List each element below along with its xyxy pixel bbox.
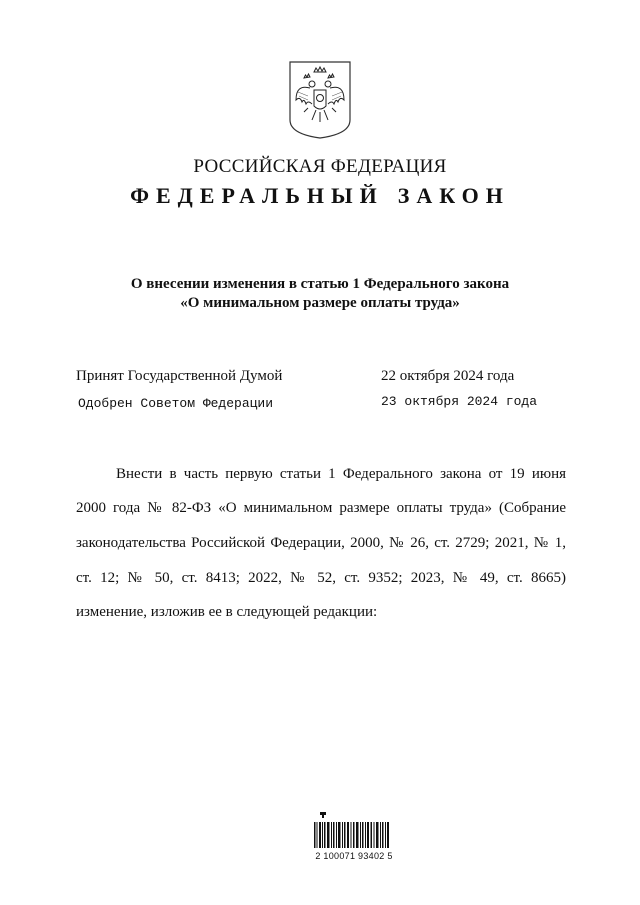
coat-of-arms-icon — [288, 60, 352, 140]
law-title-line-1: О внесении изменения в статью 1 Федерального закона — [130, 276, 510, 292]
body-text-line-2: 2000 года № 82-ФЗ «О минимальном размере оплаты труда» (Собрание — [76, 500, 566, 516]
council-approval-date: 23 октября 2024 года — [381, 394, 538, 409]
document-type-word-1: ФЕДЕРАЛЬНЫЙ — [130, 183, 384, 208]
body-text-line-1: Внести в часть первую статьи 1 Федерального закона от 19 июня — [116, 466, 566, 482]
body-text-line-3: законодательства Российской Федерации, 2000, № 26, ст. 2729; 2021, № 1, — [76, 535, 566, 551]
duma-adoption-label: Принят Государственной Думой — [76, 368, 283, 384]
council-approval-label: Одобрен Советом Федерации — [78, 396, 274, 411]
body-text-line-4: ст. 12; № 50, ст. 8413; 2022, № 52, ст. 9352; 2023, № 49, ст. 8665) — [76, 570, 566, 586]
document-type — [0, 183, 640, 209]
country-name: РОССИЙСКАЯ ФЕДЕРАЦИЯ — [193, 156, 447, 177]
body-text-line-5: изменение, изложив ее в следующей редакции: — [76, 604, 378, 620]
law-title-line-2: «О минимальном размере оплаты труда» — [180, 295, 460, 311]
barcode-number: 2 100071 93402 5 — [315, 851, 393, 861]
document-type-word-2: ЗАКОН — [397, 183, 510, 208]
duma-adoption-date: 22 октября 2024 года — [381, 368, 515, 384]
